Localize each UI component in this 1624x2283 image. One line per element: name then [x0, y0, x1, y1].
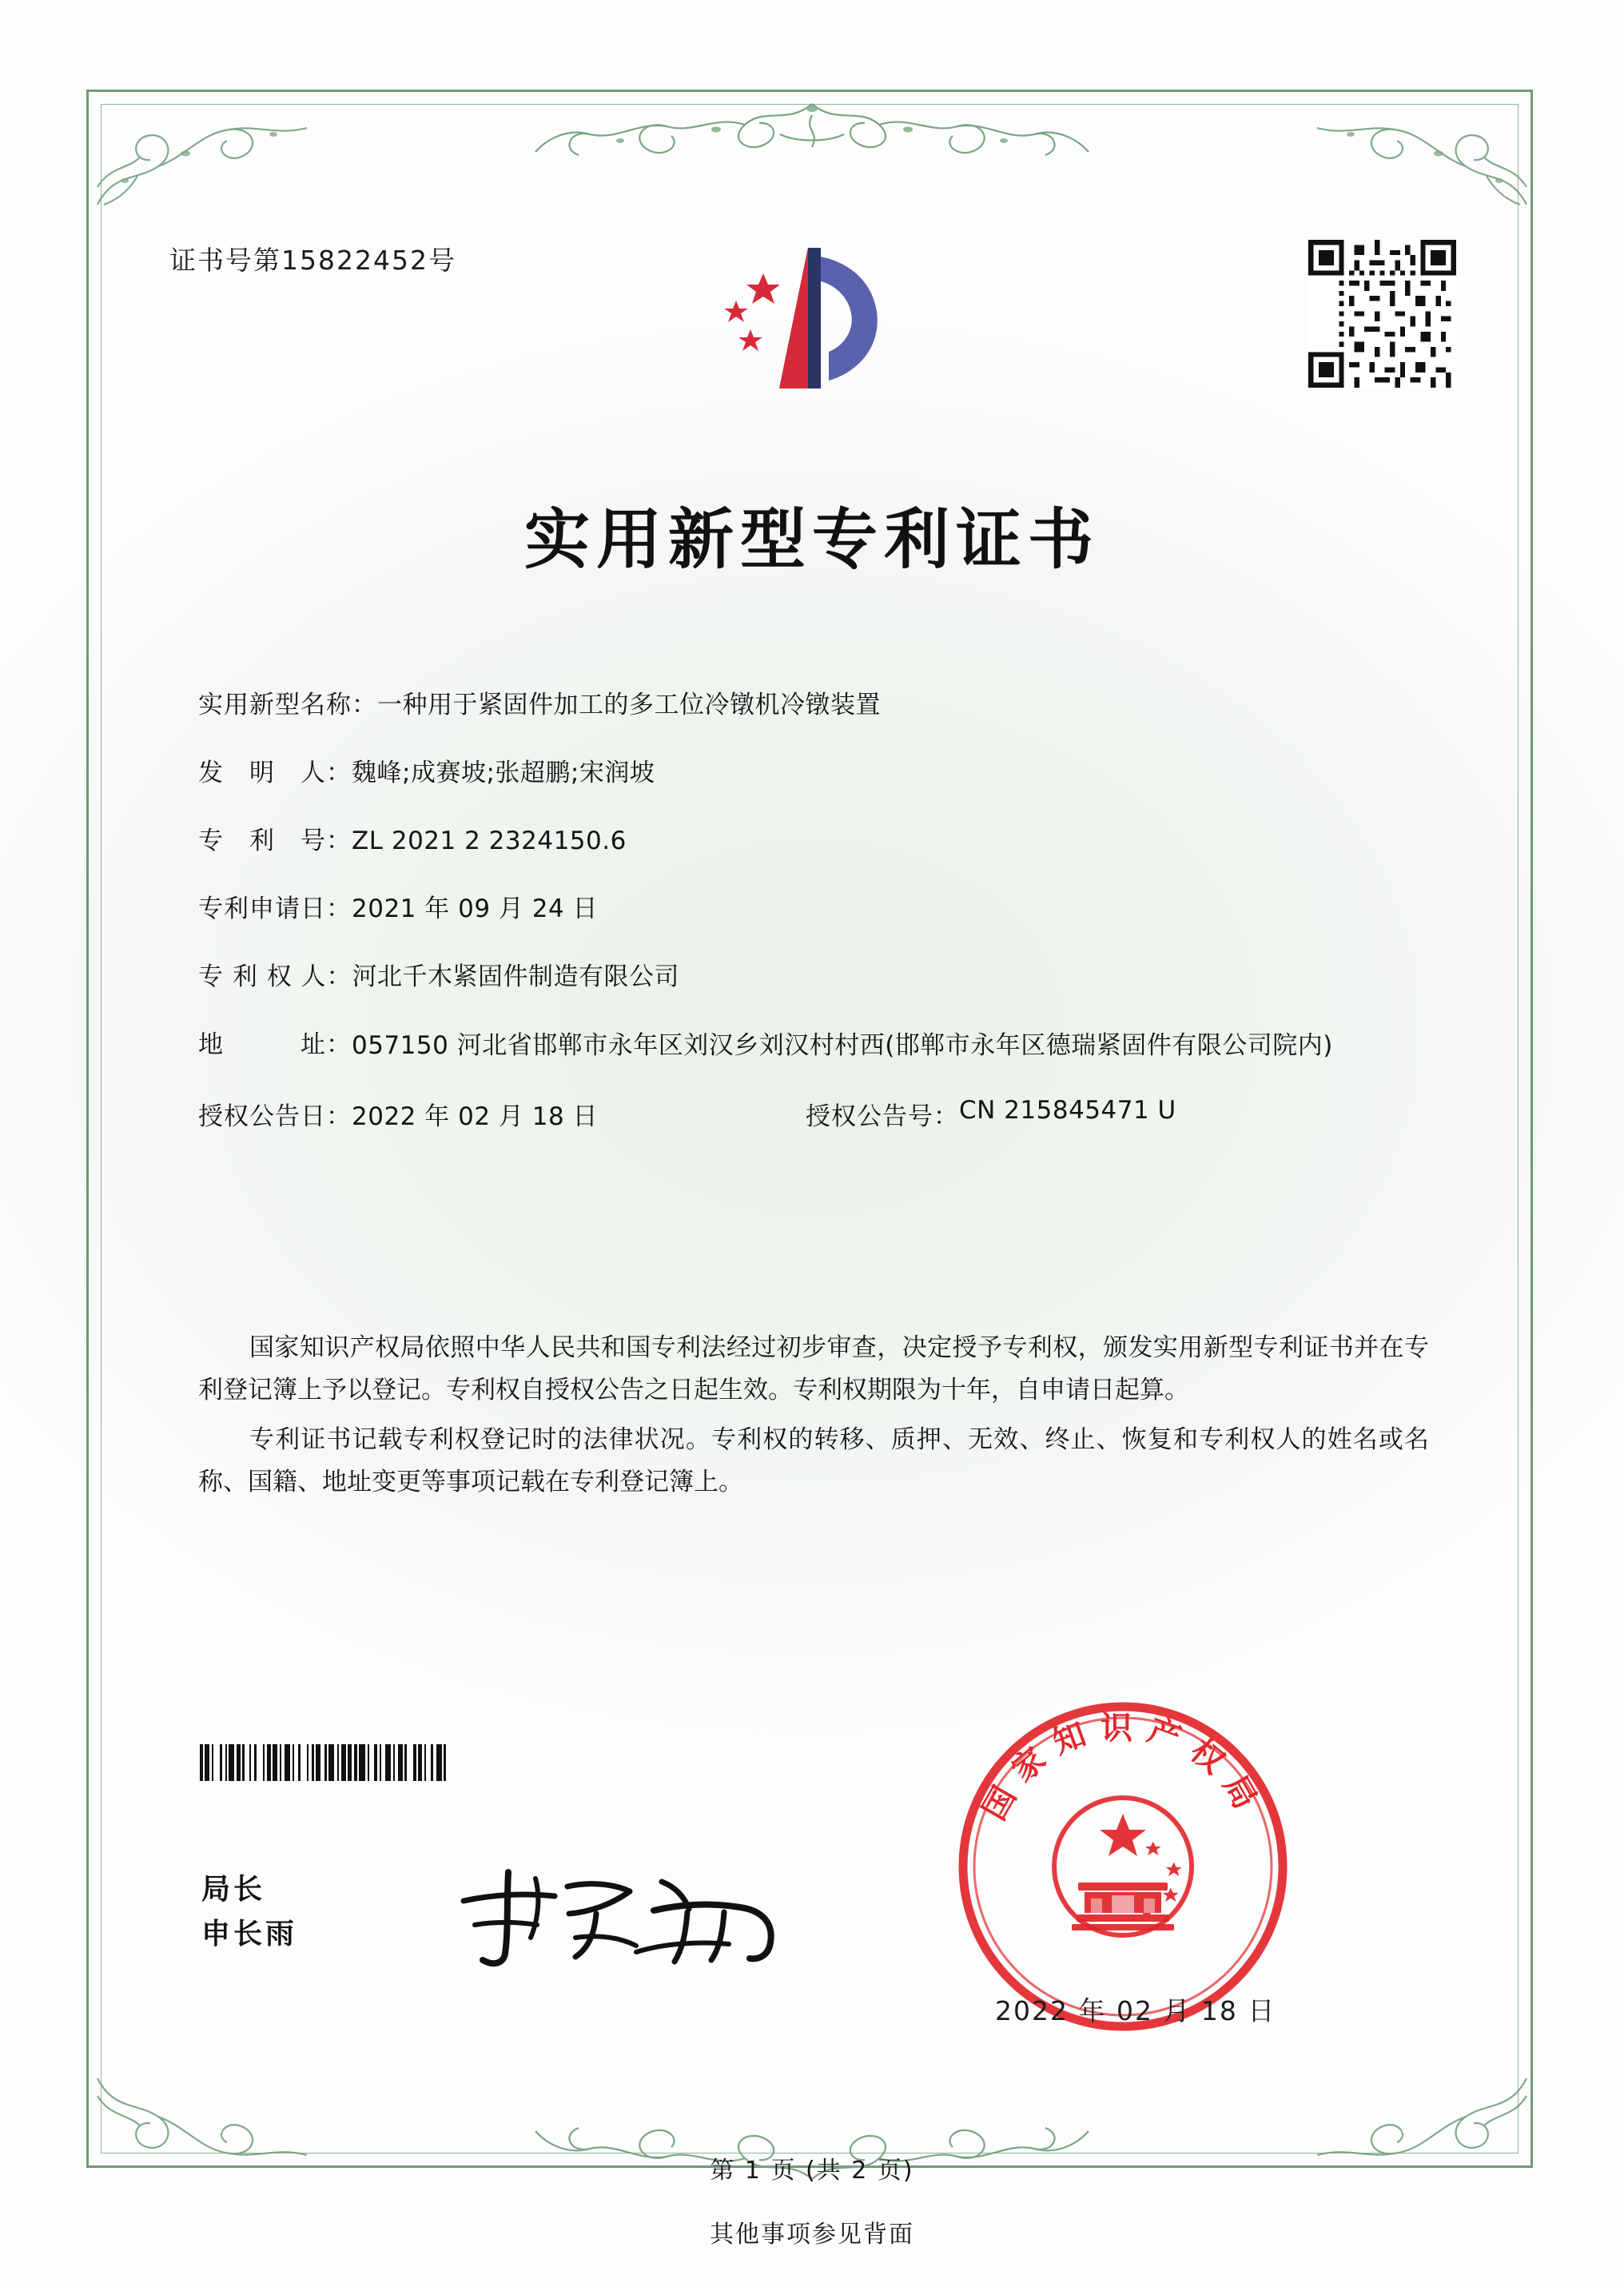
field-address	[198, 1027, 1445, 1065]
seal-text: 国家知识产权局	[976, 1710, 1270, 1827]
field-application-date	[198, 891, 1445, 927]
cnipa-logo-icon	[680, 232, 944, 416]
official-seal	[951, 1695, 1295, 2038]
field-label: 地 址：	[198, 1030, 352, 1059]
field-patent-number	[198, 823, 1445, 859]
qr-code-icon	[1308, 240, 1456, 388]
field-label: 实用新型名称：	[198, 691, 377, 719]
barcode	[200, 1744, 631, 1781]
director-name: 申长雨	[201, 1917, 298, 1950]
field-value: ZL 2021 2 2324150.6	[352, 826, 627, 855]
page-number: 第 1 页 (共 2 页)	[710, 2157, 914, 2185]
field-label: 发 明 人：	[198, 758, 352, 787]
legal-paragraph-1: 国家知识产权局依照中华人民共和国专利法经过初步审查，决定授予专利权，颁发实用新型专利证书并在专利登记簿上予以登记。专利权自授权公告之日起生效。专利权期限为十年，自申请日起算。	[198, 1333, 1429, 1405]
field-label: 专利申请日：	[198, 894, 352, 923]
legal-paragraph-2: 专利证书记载专利权登记时的法律状况。专利权的转移、质押、无效、终止、恢复和专利权人的姓名或名称、国籍、地址变更等事项记载在专利登记簿上。	[198, 1424, 1429, 1496]
director-title: 局长	[201, 1873, 266, 1906]
field-value: 2021 年 09 月 24 日	[352, 894, 599, 923]
field-value: 河北千木紧固件制造有限公司	[352, 962, 680, 991]
svg-text:国家知识产权局	[976, 1710, 1270, 1827]
signature-block	[201, 1867, 297, 1957]
field-value: 057150 河北省邯郸市永年区刘汉乡刘汉村村西(邯郸市永年区德瑞紧固件有限公司院内)	[352, 1030, 1333, 1060]
announcement-number-value: CN 215845471 U	[959, 1096, 1176, 1126]
seal-date: 2022 年 02 月 18 日	[995, 1995, 1276, 2026]
page-title: 实用新型专利证书	[523, 502, 1100, 578]
field-inventors	[198, 755, 1445, 791]
field-label: 专 利 权 人：	[198, 962, 352, 991]
announcement-date-value: 2022 年 02 月 18 日	[352, 1102, 599, 1132]
fields-block	[198, 687, 1445, 1164]
legal-text-block	[198, 1327, 1429, 1510]
field-value: 一种用于紧固件加工的多工位冷镦机冷镦装置	[377, 691, 881, 719]
field-utility-model-name	[198, 687, 1445, 723]
certificate-number: 证书号第15822452号	[169, 245, 456, 276]
footer-note: 其他事项参见背面	[710, 2221, 914, 2249]
field-value: 魏峰;成赛坡;张超鹏;宋润坡	[352, 758, 655, 787]
field-label: 专 利 号：	[198, 826, 352, 855]
field-patentee	[198, 959, 1445, 995]
announcement-number-label: 授权公告号：	[806, 1102, 959, 1132]
handwritten-signature-icon	[448, 1855, 815, 1974]
announcement-date-label: 授权公告日：	[198, 1102, 352, 1132]
field-row-announcement	[198, 1096, 1445, 1132]
